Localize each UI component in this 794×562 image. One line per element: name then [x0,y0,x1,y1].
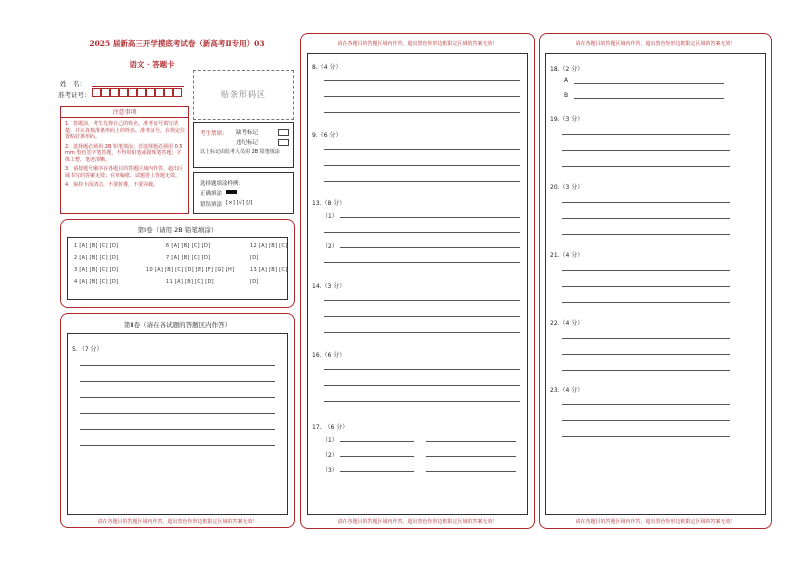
name-underline [92,86,184,87]
q23-label: 23.（4 分） [550,387,584,394]
choice-row-10[interactable]: 10 [A] [B] [C] [D] [E] [F] [G] [H] [146,267,235,273]
correct-fill-label: 正确填涂 [200,191,223,197]
wrong-fill-label: 错误填涂 [200,202,223,208]
violation-mark-box[interactable] [278,139,289,146]
choice-row-13-d[interactable]: [D] [250,279,259,285]
middle-panel [300,33,535,529]
barcode-area [193,70,294,120]
choice-row-2[interactable]: 2 [A] [B] [C] [D] [74,255,119,261]
choice-row-12-d[interactable]: [D] [250,255,259,261]
barcode-label: 贴条形码区 [221,90,266,99]
q18-label: 18.（2 分） [550,66,584,73]
q20-label: 20.（3 分） [550,184,584,191]
q22-label: 22.（4 分） [550,320,584,327]
exam-status-box [193,122,294,168]
q8-label: 8.（4 分） [312,64,342,71]
q13-part2: （2） [322,243,338,250]
correct-fill-mark [226,190,237,194]
choice-row-12[interactable]: 12 [A] [B] [C] [250,243,288,249]
absent-mark-label: 缺考标记 [236,130,259,136]
q5-answer-box[interactable] [67,333,288,515]
right-notice-top: 请在各题目的答题区域内作答，超出黑色矩形边框限定区域的答案无效！ [575,41,736,47]
note-item-1: 1．答题前，考生先将自己的姓名，准考证号填写清楚，并认真核准条形码上的姓名、准考证号，在规定位置贴好条形码。 [65,121,186,140]
q14-label: 14.（3 分） [312,283,346,290]
candidate-id-boxes[interactable] [92,88,182,97]
exam-subtitle: 语文 · 答题卡 [129,60,175,69]
q17-part1: （1） [322,437,338,444]
choice-row-11[interactable]: 11 [A] [B] [C] [D] [166,279,214,285]
absent-mark-box[interactable] [278,129,289,136]
note-item-2: 2．选择题必须用 2B 铅笔填涂；非选择题必须用 0.5 mm 黑色签字笔答题，不得用铅笔或圆珠笔答题；字体工整、笔迹清晰。 [65,143,183,163]
violation-mark-label: 违纪标记 [236,140,259,146]
notes-title: 注意事项 [61,107,188,118]
exam-title: 2025 届新高三开学摸底考试卷（新高考Ⅱ专用）03 [89,39,265,48]
choice-row-7[interactable]: 7 [A] [B] [C] [D] [166,255,211,261]
right-answer-box[interactable] [545,53,766,515]
q13-label: 13.（8 分） [312,200,346,207]
note-item-4: 4．保持卡面清洁，不要折叠，不要弄破。 [65,182,159,188]
exam-status-note: 以上标记由监考人员用 2B 铅笔填涂 [200,149,280,155]
note-item-3: 3．请按题号顺序在各题目的答题区域内作答，超出区域书写的答案无效；在草稿纸、试题卷上答题无效。 [65,166,184,179]
choice-row-13[interactable]: 13 [A] [B] [C] [250,267,288,273]
q17-part2: （2） [322,452,338,459]
section2-title: 第Ⅱ卷（请在各试题的答题区内作答） [123,321,232,329]
section2-notice: 请在各题目的答题区域内作答，超出黑色矩形边框限定区域的答案无效！ [97,519,258,525]
section2-panel [60,313,295,528]
exam-status-label: 考生禁填： [200,131,228,137]
notes-panel [60,106,189,214]
middle-answer-box[interactable] [307,53,528,515]
candidate-id-label: 准考证号： [58,91,91,99]
wrong-fill-marks: [×] [√] [/] [226,200,253,206]
section1-choice-area [67,237,288,300]
right-notice-bottom: 请在各题目的答题区域内作答，超出黑色矩形边框限定区域的答案无效！ [575,519,736,525]
fill-example-title: 选择题填涂样例： [200,181,245,187]
choice-row-6[interactable]: 6 [A] [B] [C] [D] [166,243,211,249]
fill-example-box [193,172,294,214]
q19-label: 19.（3 分） [550,116,584,123]
choice-row-4[interactable]: 4 [A] [B] [C] [D] [74,279,119,285]
q9-label: 9.（6 分） [312,132,342,139]
choice-row-3[interactable]: 3 [A] [B] [C] [D] [74,267,119,273]
q17-label: 17. （6 分） [312,424,349,431]
q17-part3: （3） [322,467,338,474]
q18-option-a: A [564,77,569,84]
middle-notice-top: 请在各题目的答题区域内作答，超出黑色矩形边框限定区域的答案无效！ [337,41,498,47]
q13-part1: （1） [322,213,338,220]
q5-label: 5．（7 分） [72,346,103,353]
name-label: 姓 名： [60,80,86,88]
q16-label: 16.（6 分） [312,352,346,359]
right-panel [539,33,772,529]
middle-notice-bottom: 请在各题目的答题区域内作答，超出黑色矩形边框限定区域的答案无效！ [337,519,498,525]
q21-label: 21.（4 分） [550,252,584,259]
choice-row-1[interactable]: 1 [A] [B] [C] [D] [74,243,119,249]
section1-panel [60,219,295,308]
section1-title: 第Ⅰ卷（请用 2B 铅笔填涂） [137,226,218,234]
q18-option-b: B [564,92,569,99]
